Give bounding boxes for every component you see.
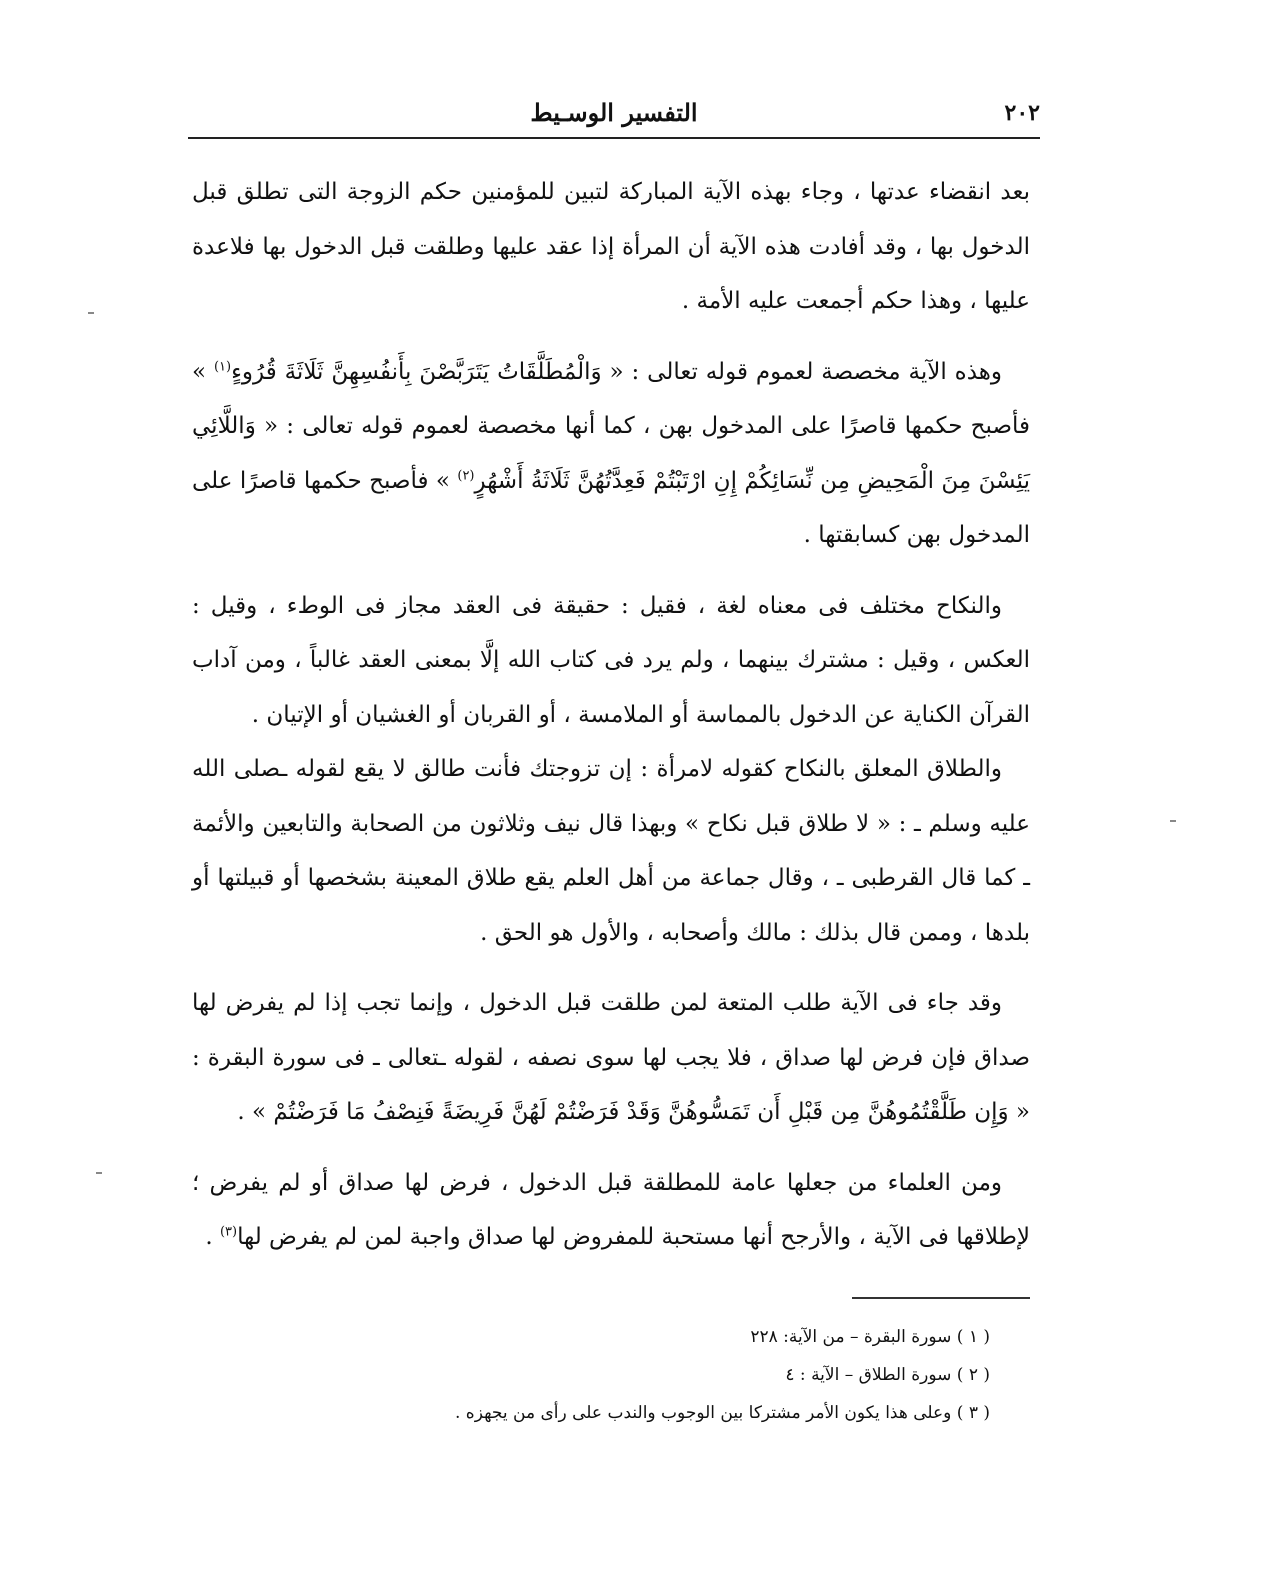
paragraph-2-intro: وهذه الآية مخصصة لعموم قوله تعالى : « <box>601 358 1003 385</box>
quran-verse-talaq-4: وَاللَّائِي يَئِسْنَ مِنَ الْمَحِيضِ مِن نِّسَائِكُمْ إِنِ ارْتَبْتُمْ فَعِدَّتُهُنَّ ثَلَاثَةُ أَشْهُرٍ <box>192 413 1030 494</box>
scan-speck <box>88 312 94 314</box>
paragraph-3 <box>192 579 1030 743</box>
scan-speck <box>96 1172 102 1174</box>
paragraph-4 <box>192 742 1030 960</box>
page-header <box>188 96 1040 134</box>
paragraph-5-intro: وقد جاء فى الآية طلب المتعة لمن طلقت قبل الدخول ، وإنما تجب إذا لم يفرض لها صداق فإن فرض لها صداق ، فلا يجب لها سوى نصفه ، لقوله ـتعالى ـ فى سورة البقرة : « <box>192 990 1030 1125</box>
footnote-ref-2: (٢) <box>457 467 475 483</box>
paragraph-5-end: » . <box>237 1099 274 1125</box>
footnotes <box>300 1318 990 1432</box>
footnote-1: ( ١ ) سورة البقرة – من الآية: ٢٢٨ <box>750 1327 990 1347</box>
paragraph-5 <box>192 976 1030 1140</box>
quran-verse-baqarah-228: وَالْمُطَلَّقَاتُ يَتَرَبَّصْنَ بِأَنفُسِهِنَّ ثَلَاثَةَ قُرُوءٍ <box>231 358 602 385</box>
running-title: التفسير الوسـيط <box>530 98 698 127</box>
footnote-3: ( ٣ ) وعلى هذا يكون الأمر مشتركا بين الوجوب والندب على رأى من يجهزه . <box>455 1403 990 1423</box>
scan-speck <box>1170 820 1176 822</box>
paragraph-3-text: والنكاح مختلف فى معناه لغة ، فقيل : حقيقة فى العقد مجاز فى الوطء ، وقيل : العكس ، وقيل : مشترك بينهما ، ولم يرد فى كتاب الله إلَّا بمعنى العقد غالباً ، ومن آداب القرآن الكناية عن الدخول بالمماسة أو الملامسة ، أو القربان أو الغشيان أو الإتيان . <box>192 592 1030 728</box>
footnote-ref-3: (٣) <box>219 1224 238 1240</box>
footnote-ref-1: (١) <box>213 358 232 374</box>
header-rule <box>188 137 1040 139</box>
paragraph-6-end: . <box>205 1224 220 1250</box>
paragraph-2-middle: » فأصبح حكمها قاصرًا على المدخول بهن ، كما أنها مخصصة لعموم قوله تعالى : « <box>192 358 1030 439</box>
quran-verse-baqarah-237: وَإِن طَلَّقْتُمُوهُنَّ مِن قَبْلِ أَن تَمَسُّوهُنَّ وَقَدْ فَرَضْتُمْ لَهُنَّ فَرِيضَةً فَنِصْفُ مَا فَرَضْتُمْ <box>273 1099 1009 1125</box>
paragraph-1 <box>192 165 1030 329</box>
paragraph-2-end: » فأصبح حكمها قاصرًا على المدخول بهن كسابقتها . <box>192 467 1030 548</box>
paragraph-4-text: والطلاق المعلق بالنكاح كقوله لامرأة : إن تزوجتك فأنت طالق لا يقع لقوله ـصلى الله عليه وسلم ـ : « لا طلاق قبل نكاح » وبهذا قال نيف وثلاثون من الصحابة والتابعين والأئمة ـ كما قال القرطبى ـ ، وقال جماعة من أهل العلم يقع طلاق المعينة بشخصها أو قبيلتها أو بلدها ، وممن قال بذلك : مالك وأصحابه ، والأول هو الحق . <box>192 756 1030 946</box>
paragraph-6-text: ومن العلماء من جعلها عامة للمطلقة قبل الدخول ، فرض لها صداق أو لم يفرض ؛ لإطلاقها فى الآية ، والأرجح أنها مستحبة للمفروض لها صداق واجبة لمن لم يفرض لها <box>192 1169 1030 1250</box>
paragraph-2 <box>192 345 1030 563</box>
paragraph-1-text: بعد انقضاء عدتها ، وجاء بهذه الآية المباركة لتبين للمؤمنين حكم الزوجة التى تطلق قبل الدخول بها ، وقد أفادت هذه الآية أن المرأة إذا عقد عليها وطلقت قبل الدخول بها فلاعدة عليها ، وهذا حكم أجمعت عليه الأمة . <box>192 179 1030 314</box>
main-text <box>192 165 1030 1265</box>
footnote-rule <box>852 1297 1030 1299</box>
page-number: ٢٠٢ <box>1004 100 1040 126</box>
footnote-2: ( ٢ ) سورة الطلاق – الآية : ٤ <box>785 1365 990 1385</box>
paragraph-6 <box>192 1156 1030 1265</box>
